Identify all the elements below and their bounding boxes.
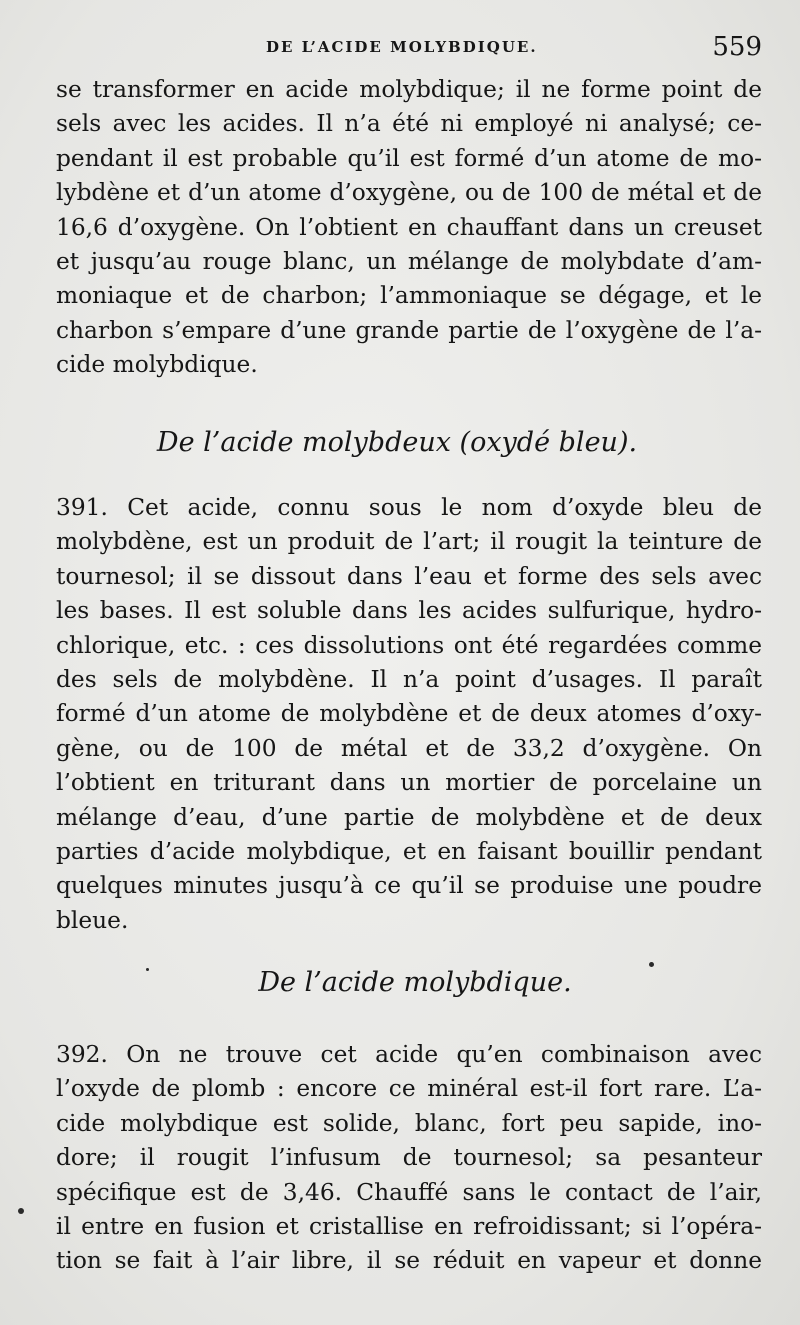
text-line: l’obtient en triturant dans un mortier de porcelaine un (56, 769, 762, 797)
text-line: formé d’un atome de molybdène et de deux atomes d’oxy- (56, 700, 762, 728)
text-line: chlorique, etc. : ces dissolutions ont été regardées comme (56, 631, 762, 659)
text-line: et jusqu’au rouge blanc, un mélange de molybdate d’am- (56, 248, 762, 276)
text-line: tournesol; il se dissout dans l’eau et forme des sels avec (56, 562, 762, 590)
text-line: se transformer en acide molybdique; il ne forme point de (56, 76, 762, 103)
text-line: l’oxyde de plomb : encore ce minéral est-il fort rare. L’a- (56, 1075, 762, 1103)
text-line: mélange d’eau, d’une partie de molybdène et de deux (56, 803, 762, 831)
text-line: cide molybdique est solide, blanc, fort peu sapide, ino- (56, 1109, 762, 1137)
text-line: 391. Cet acide, connu sous le nom d’oxyde bleu de (56, 494, 762, 521)
text-line: des sels de molybdène. Il n’a point d’usages. Il paraît (56, 666, 762, 694)
ink-speck (649, 962, 654, 967)
text-line: 392. On ne trouve cet acide qu’en combinaison avec (56, 1041, 762, 1068)
text-line: molybdène, est un produit de l’art; il rougit la teinture de (56, 528, 762, 556)
paragraph-continuation (56, 73, 762, 383)
text-line: dore; il rougit l’infusum de tournesol; sa pesanteur (56, 1144, 762, 1172)
text-line: charbon s’empare d’une grande partie de l’oxygène de l’a- (56, 316, 762, 344)
text-line: parties d’acide molybdique, et en faisant bouillir pendant (56, 838, 762, 866)
ink-speck (18, 1208, 24, 1214)
text-line: moniaque et de charbon; l’ammoniaque se dégage, et le (56, 282, 762, 310)
text-line: 16,6 d’oxygène. On l’obtient en chauffant dans un creuset (56, 213, 762, 241)
ink-speck (146, 968, 149, 971)
text-line: il entre en fusion et cristallise en refroidissant; si l’opéra- (56, 1213, 762, 1241)
text-line: tion se fait à l’air libre, il se réduit en vapeur et donne (56, 1247, 762, 1275)
paragraph-392 (56, 1038, 762, 1279)
section-heading-molybdic-acid: De l’acide molybdique. (258, 967, 572, 998)
text-line: quelques minutes jusqu’à ce qu’il se produise une poudre (56, 872, 762, 900)
text-line: gène, ou de 100 de métal et de 33,2 d’oxygène. On (56, 734, 762, 762)
text-line: les bases. Il est soluble dans les acides sulfurique, hydro- (56, 597, 762, 625)
text-line: bleue. (56, 906, 129, 934)
text-line: cide molybdique. (56, 351, 258, 379)
text-line: pendant il est probable qu’il est formé d’un atome de mo- (56, 144, 762, 172)
page-number: 559 (712, 32, 762, 62)
section-heading-molybdous-acid: De l’acide molybdeux (oxydé bleu). (156, 427, 638, 458)
paragraph-391 (56, 491, 762, 938)
running-title: DE L’ACIDE MOLYBDIQUE. (266, 38, 538, 56)
running-head (56, 34, 762, 64)
text-line: spécifique est de 3,46. Chauffé sans le contact de l’air, (56, 1178, 762, 1206)
text-line: sels avec les acides. Il n’a été ni employé ni analysé; ce- (56, 110, 762, 138)
text-line: lybdène et d’un atome d’oxygène, ou de 100 de métal et de (56, 179, 762, 207)
